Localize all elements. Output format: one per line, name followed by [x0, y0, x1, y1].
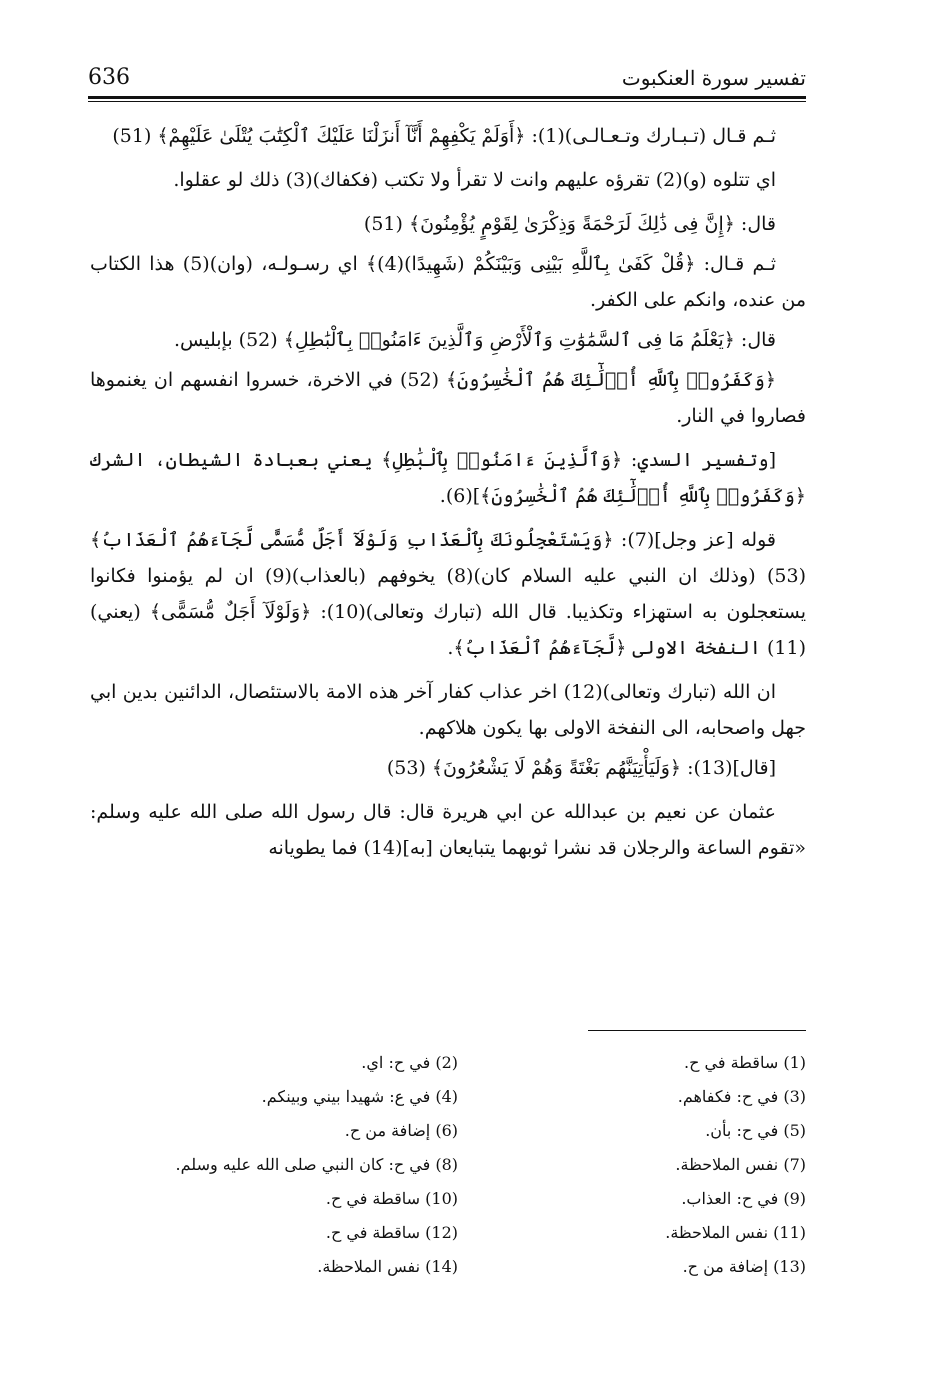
footnote-9: (9) في ح: العذاب. [681, 1189, 806, 1208]
footnote-7: (7) نفس الملاحظة. [675, 1155, 806, 1174]
footnotes-left-column [110, 1046, 458, 1284]
footnote-4: (4) في ع: شهيدا بيني وبينكم. [261, 1087, 458, 1106]
paragraph-5: قال: ﴿يَعْلَمُ مَا فِى ٱلسَّمَٰوَٰتِ وَٱلْأَرْضِ وَٱلَّذِينَ ءَامَنُوا۟ بِٱلْبَٰطِلِ﴾ (52) بإبليس. [173, 329, 776, 351]
paragraph-1: ثـم قـال (تـبـارك وتـعـالـى)(1): ﴿أَوَلَمْ يَكْفِهِمْ أَنَّآ أَنزَلْنَا عَلَيْكَ ٱلْكِتَٰبَ يُتْلَىٰ عَلَيْهِمْ﴾ (51) [112, 125, 776, 147]
footnote-13: (13) إضافة من ح. [682, 1257, 806, 1276]
paragraph-9: ان الله (تبارك وتعالى)(12) اخر عذاب كفار آخر هذه الامة بالاستئصال، الدائنين بدين ابي جهل واصحابه، الى النفخة الاولى بها يكون هلاكهم. [90, 681, 806, 739]
main-text [90, 118, 806, 874]
page-header [88, 56, 806, 96]
paragraph-10: [قال](13): ﴿وَلَيَأْتِيَنَّهُم بَغْتَةً وَهُمْ لَا يَشْعُرُونَ﴾ (53) [386, 757, 776, 779]
footnotes [110, 1046, 806, 1284]
running-title: تفسير سورة العنكبوت [621, 66, 806, 90]
paragraph-8: قوله [عز وجل](7): ﴿وَيَسْتَعْجِلُونَكَ بِٱلْعَذَابِ وَلَوْلَآ أَجَلٌ مُّسَمًّى لَّجَآءَهُمُ ٱلْعَذَابُ﴾ (53) (وذلك ان النبي عليه السلام كان)(8) يخوفهم (بالعذاب)(9) ان لم يؤمنوا فكانوا يستعجلون به استهزاء وتكذيبا. قال الله (تبارك وتعالى)(10): ﴿وَلَوْلَآ أَجَلٌ مُّسَمًّى﴾ (يعني)(11) النفخة الاولى ﴿لَّجَآءَهُمُ ٱلْعَذَابُ﴾. [90, 529, 806, 659]
paragraph-11: عثمان عن نعيم بن عبدالله عن ابي هريرة قال: قال رسول الله صلى الله عليه وسلم: «تقوم الساعة والرجلان قد نشرا ثوبهما يتبايعان [به](14) فما يطويانه [90, 801, 806, 859]
header-rule [88, 96, 806, 99]
footnote-2: (2) في ح: اي. [361, 1053, 458, 1072]
paragraph-4: ثـم قـال: ﴿قُلْ كَفَىٰ بِٱللَّهِ بَيْنِى وَبَيْنَكُمْ (شَهِيدًا)(4)﴾ اي رسـولـه، (وان)(5) هذا الكتاب من عنده، وانكم على الكفر. [90, 253, 806, 311]
paragraph-2: اي تتلوه (و)(2) تقرؤه عليهم وانت لا تقرأ ولا تكتب (فكفاك)(3) ذلك لو عقلوا. [173, 169, 776, 191]
footnotes-right-column [458, 1046, 806, 1284]
footnote-6: (6) إضافة من ح. [344, 1121, 458, 1140]
footnote-5: (5) في ح: بأن. [705, 1121, 806, 1140]
footnote-11: (11) نفس الملاحظة. [665, 1223, 806, 1242]
footnote-14: (14) نفس الملاحظة. [317, 1257, 458, 1276]
paragraph-6: ﴿وَكَفَرُوا۟ بِٱللَّهِ أُو۟لَٰٓئِكَ هُمُ ٱلْخَٰسِرُونَ﴾ (52) في الاخرة، خسروا انفسهم ان يغنموها فصاروا في النار. [90, 369, 806, 427]
footnote-12: (12) ساقطة في ح. [325, 1223, 458, 1242]
header-rule-thin [88, 101, 806, 102]
footnote-3: (3) في ح: فكفاهم. [677, 1087, 806, 1106]
footnote-8: (8) في ح: كان النبي صلى الله عليه وسلم. [175, 1155, 458, 1174]
page-number: 636 [88, 65, 130, 90]
paragraph-3: قال: ﴿إِنَّ فِى ذَٰلِكَ لَرَحْمَةً وَذِكْرَىٰ لِقَوْمٍ يُؤْمِنُونَ﴾ (51) [363, 213, 776, 235]
footnote-1: (1) ساقطة في ح. [684, 1053, 806, 1072]
paragraph-7: [وتفسير السدي: ﴿وَٱلَّذِينَ ءَامَنُوا۟ بِٱلْبَٰطِلِ﴾ يعني بعبادة الشيطان، الشرك ﴿وَكَفَرُوا۟ بِٱللَّهِ أُو۟لَٰٓئِكَ هُمُ ٱلْخَٰسِرُونَ﴾](6). [90, 449, 806, 507]
footnote-rule [588, 1030, 806, 1031]
footnote-10: (10) ساقطة في ح. [325, 1189, 458, 1208]
